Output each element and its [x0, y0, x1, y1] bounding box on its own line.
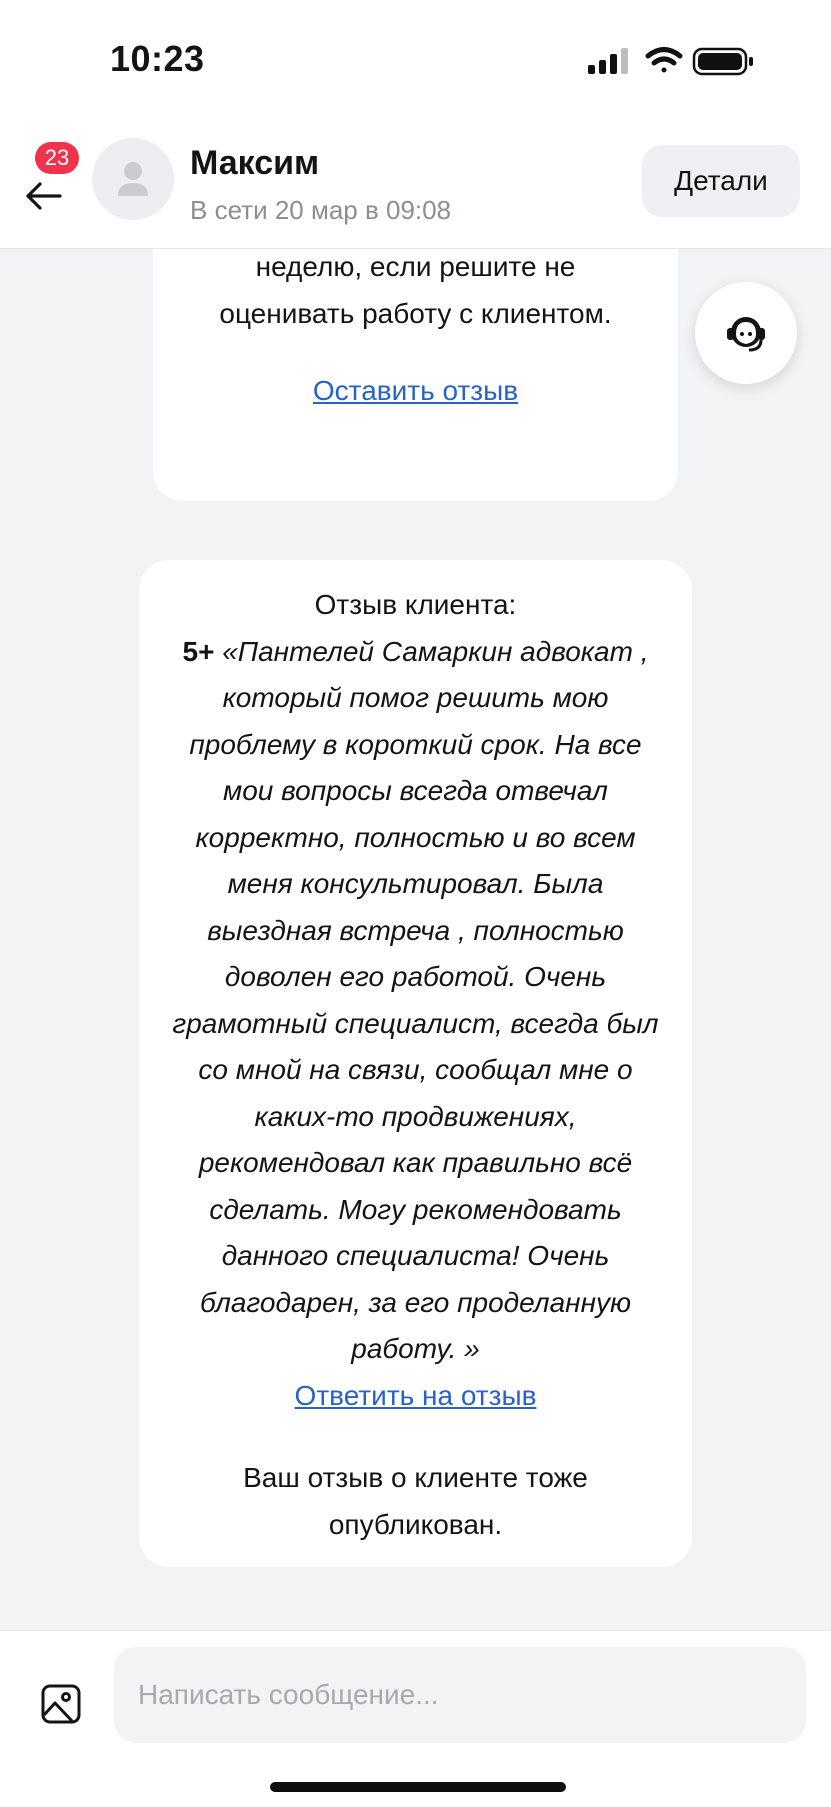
- user-placeholder-icon: [92, 138, 174, 220]
- message-line: оценивать работу с клиентом.: [219, 298, 612, 329]
- signal-icon: [588, 48, 628, 74]
- home-indicator: [270, 1782, 566, 1792]
- review-text-block: [139, 629, 692, 1373]
- message-bubble: [153, 249, 678, 501]
- support-button[interactable]: [695, 282, 797, 384]
- attach-image-button[interactable]: [38, 1681, 84, 1727]
- avatar[interactable]: [92, 138, 174, 220]
- chat-header: [0, 120, 831, 249]
- composer: [0, 1630, 831, 1807]
- status-bar: [0, 0, 831, 120]
- leave-review-link[interactable]: Оставить отзыв: [312, 375, 519, 406]
- battery-icon: [694, 49, 753, 74]
- wifi-icon: [648, 50, 680, 73]
- status-icons: [588, 46, 758, 81]
- review-heading: Отзыв клиента:: [314, 589, 517, 620]
- review-text: «Пантелей Самаркин адвокат , который помог решить мою проблему в короткий срок. На все мои вопросы всегда отвечал корректно, полностью и во всем меня консультировал. Была выездная встреча , полностью доволен его работой. Очень грамотный специалист, всегда был со мной на связи, сообщал мне о каких-то продвижениях, рекомендовал как правильно всё сделать. Могу рекомендовать данного специалиста! Очень благодарен, за его проделанную работу. »: [172, 635, 659, 1364]
- reply-to-review-link[interactable]: Ответить на отзыв: [294, 1379, 537, 1411]
- contact-name: Максим: [190, 144, 320, 182]
- message-input[interactable]: [114, 1647, 806, 1743]
- last-seen-status: В сети 20 мар в 09:08: [190, 195, 452, 225]
- image-icon: [38, 1681, 84, 1727]
- support-headset-icon: [721, 308, 771, 358]
- message-list[interactable]: [0, 249, 831, 1629]
- review-rating: 5+: [182, 635, 215, 667]
- details-button[interactable]: Детали: [642, 145, 800, 217]
- client-review-bubble: [139, 560, 692, 1567]
- message-line: неделю, если решите не: [255, 251, 576, 282]
- published-note: Ваш отзыв о клиенте тоже опубликован.: [243, 1462, 588, 1540]
- status-time: 10:23: [110, 38, 205, 79]
- unread-badge: 23: [35, 142, 79, 174]
